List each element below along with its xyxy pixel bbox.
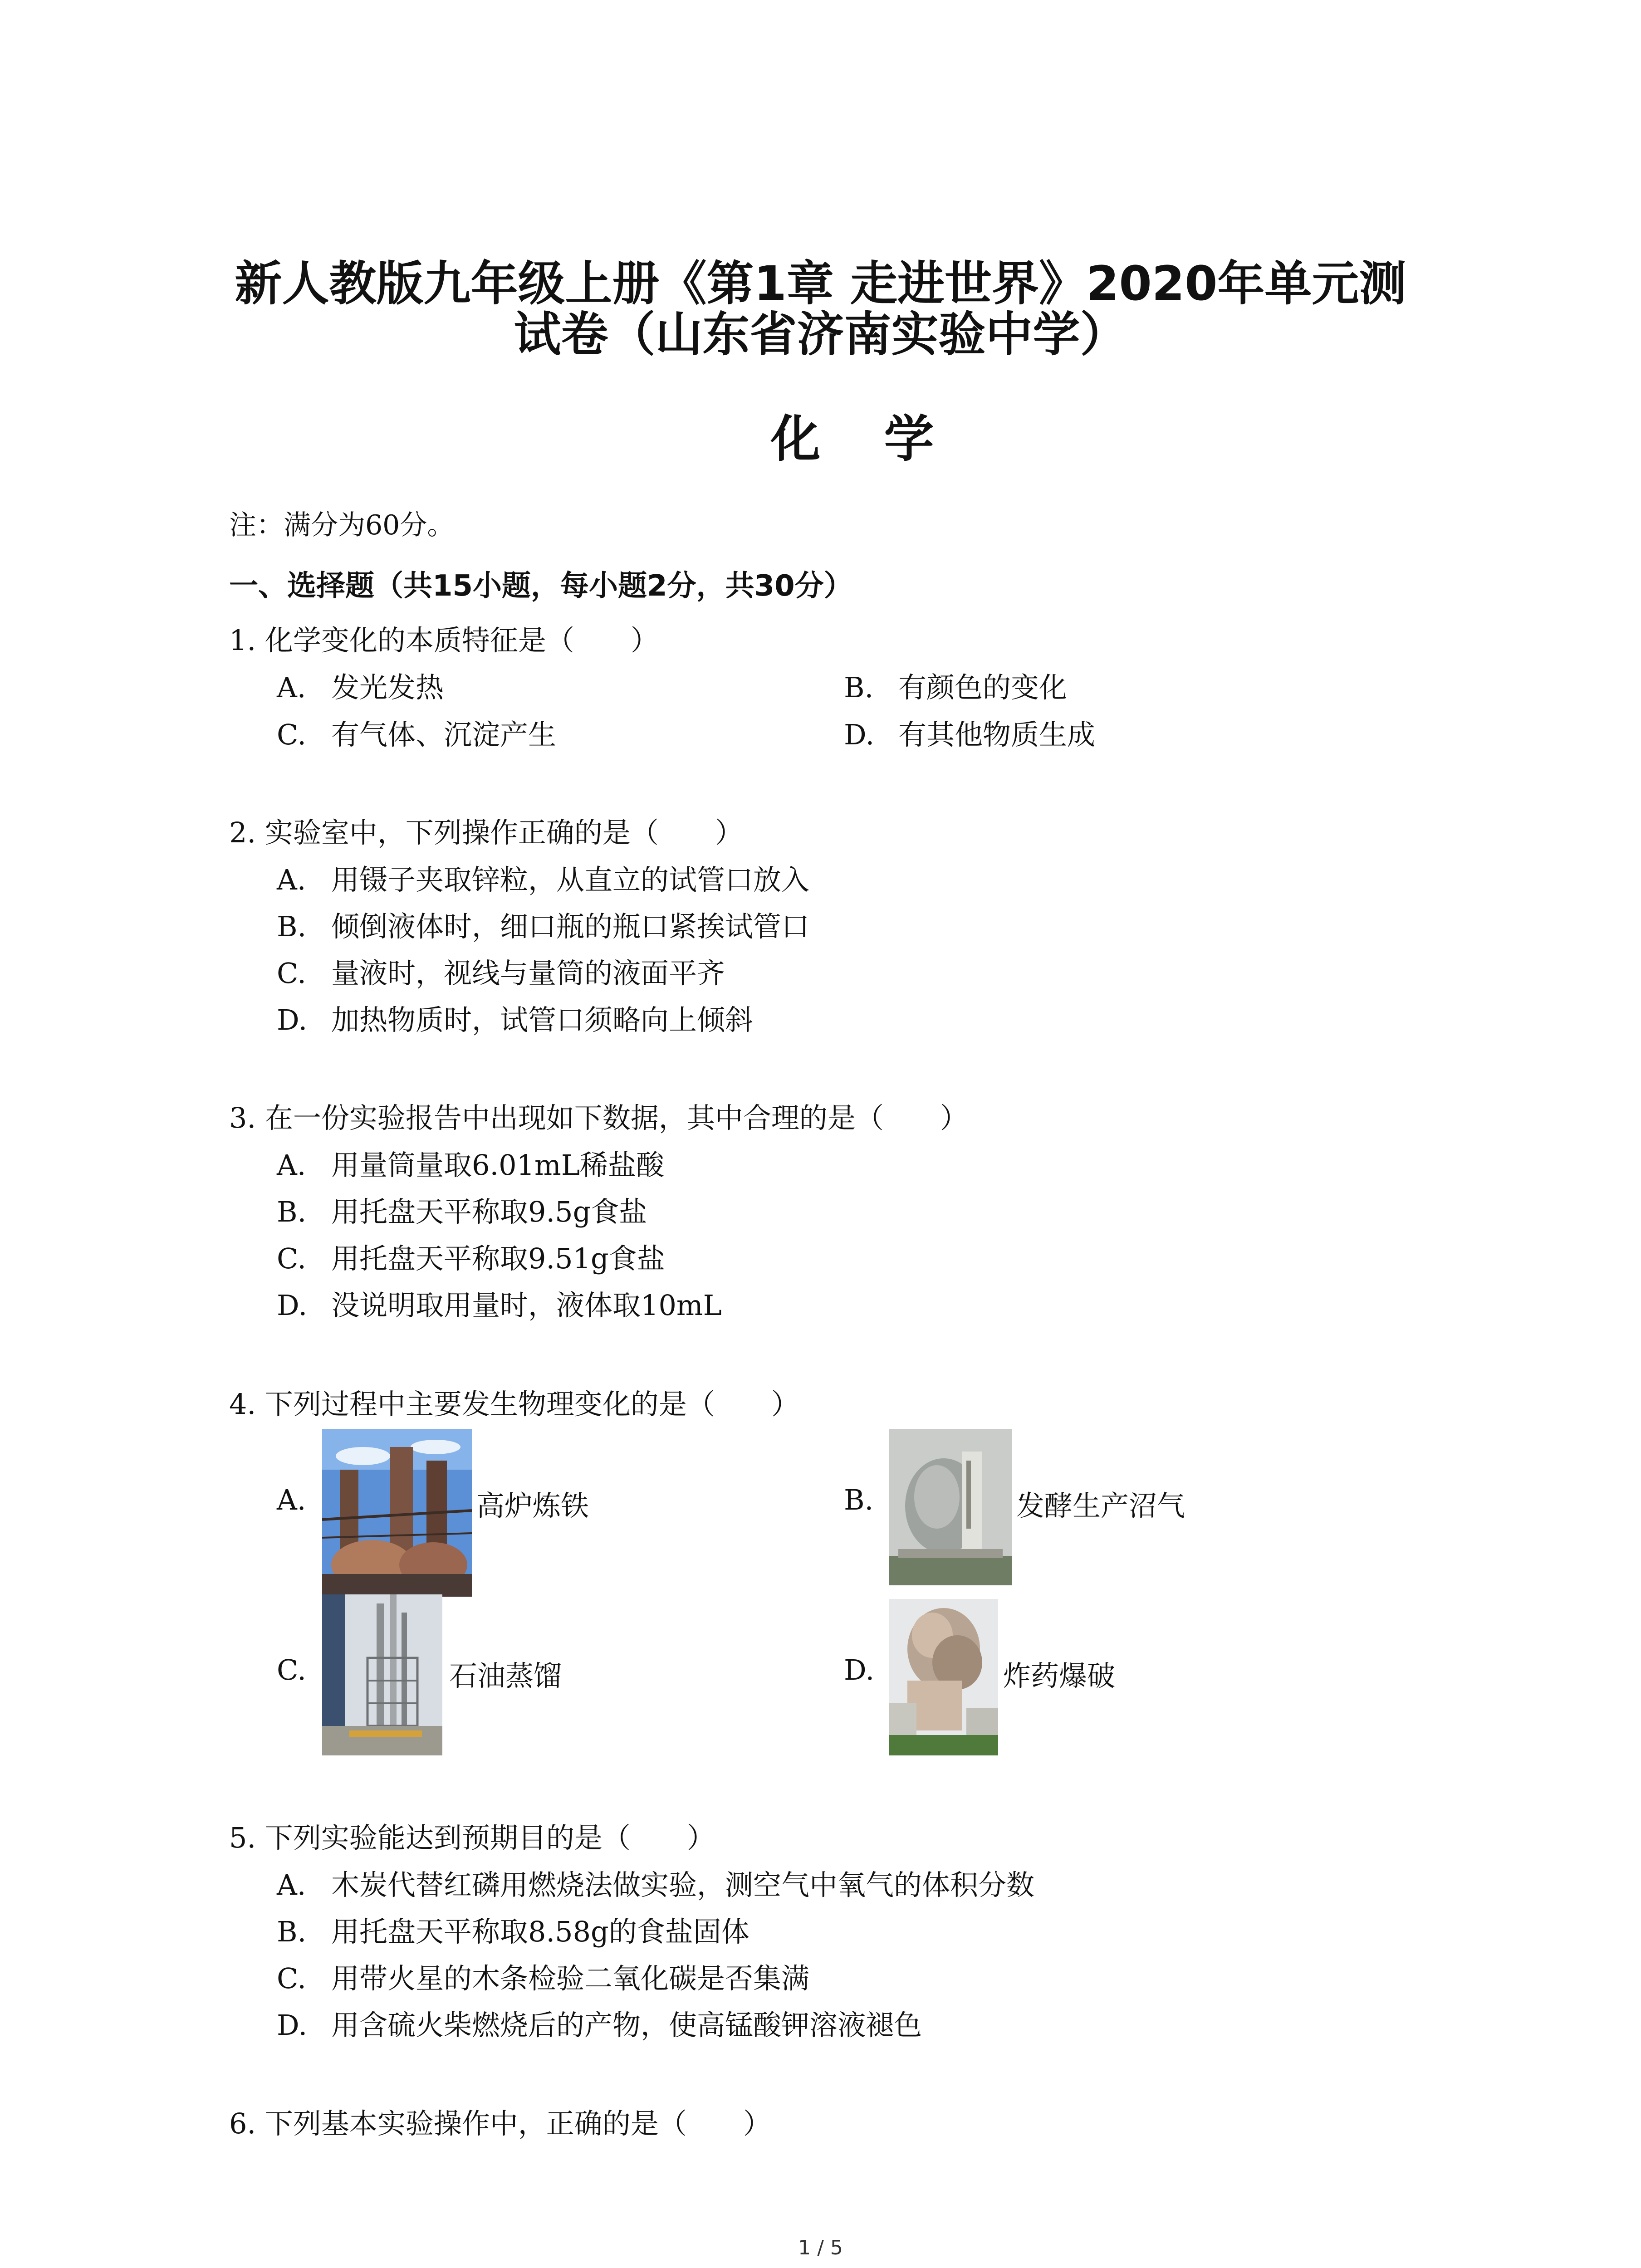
question-1-option-b <box>844 665 1067 705</box>
option-letter: D. <box>277 1003 308 1036</box>
blast-furnace-photo <box>322 1429 472 1597</box>
option-letter: B. <box>277 910 307 943</box>
option-letter: C. <box>277 957 306 990</box>
option-text: 石油蒸馏 <box>449 1659 562 1692</box>
question-2-option-d <box>277 997 753 1038</box>
option-text: 用托盘天平称取8.58g的食盐固体 <box>331 1915 749 1948</box>
question-3-option-d <box>277 1283 722 1323</box>
option-letter: A. <box>277 1483 306 1516</box>
question-3-stem: 3. 在一份实验报告中出现如下数据，其中合理的是（ ） <box>229 1101 968 1134</box>
option-letter: B. <box>844 671 874 704</box>
option-letter: D. <box>844 1653 875 1686</box>
option-text: 用量筒量取6.01mL稀盐酸 <box>331 1149 665 1182</box>
question-2-option-a <box>277 857 809 898</box>
option-letter: D. <box>277 2009 308 2042</box>
question-4-option-d <box>844 1594 1298 1758</box>
option-text: 用镊子夹取锌粒，从直立的试管口放入 <box>331 863 810 896</box>
option-letter: D. <box>277 1289 308 1322</box>
question-5-option-a <box>277 1862 1034 1903</box>
option-text: 发酵生产沼气 <box>1016 1489 1185 1522</box>
question-1-option-d <box>844 712 1095 753</box>
title-line-1: 新人教版九年级上册《第1章 走进世界》2020年单元测 <box>235 256 1406 311</box>
question-3-option-b <box>277 1189 647 1230</box>
question-2-option-c <box>277 951 725 991</box>
option-letter: A. <box>277 863 306 896</box>
title-line-2: 试卷（山东省济南实验中学） <box>514 307 1127 362</box>
question-4-option-b <box>844 1424 1298 1597</box>
subject-heading: 化学 <box>770 410 998 468</box>
question-2-option-b <box>277 904 809 944</box>
question-5-option-b <box>277 1909 749 1950</box>
option-text: 高炉炼铁 <box>476 1489 589 1522</box>
question-5-option-d <box>277 2003 922 2043</box>
question-1-option-c <box>277 712 556 753</box>
option-text: 木炭代替红磷用燃烧法做实验，测空气中氧气的体积分数 <box>331 1868 1035 1901</box>
option-letter: A. <box>277 1868 306 1901</box>
question-1-stem: 1. 化学变化的本质特征是（ ） <box>229 624 659 657</box>
question-5-option-c <box>277 1956 809 1996</box>
option-letter: C. <box>277 718 306 751</box>
option-text: 有颜色的变化 <box>898 671 1068 704</box>
question-1-option-a <box>277 665 444 705</box>
oil-refinery-photo <box>322 1594 442 1755</box>
option-letter: A. <box>277 671 306 704</box>
option-letter: C. <box>277 1242 306 1275</box>
fermentation-tank-photo <box>889 1429 1012 1585</box>
question-4-option-a <box>277 1424 730 1597</box>
option-text: 用托盘天平称取9.51g食盐 <box>331 1242 665 1275</box>
section-heading: 一、选择题（共15小题，每小题2分，共30分） <box>229 569 853 603</box>
question-6-stem: 6. 下列基本实验操作中，正确的是（ ） <box>229 2107 771 2140</box>
option-letter: A. <box>277 1149 306 1182</box>
option-letter: B. <box>277 1195 307 1228</box>
option-text: 有气体、沉淀产生 <box>331 718 557 751</box>
option-text: 加热物质时，试管口须略向上倾斜 <box>331 1003 754 1036</box>
option-letter: C. <box>277 1962 306 1995</box>
option-text: 用带火星的木条检验二氧化碳是否集满 <box>331 1962 810 1995</box>
option-text: 炸药爆破 <box>1003 1659 1116 1692</box>
option-text: 发光发热 <box>331 671 444 704</box>
option-letter: B. <box>277 1915 307 1948</box>
option-letter: D. <box>844 718 875 751</box>
option-text: 倾倒液体时，细口瓶的瓶口紧挨试管口 <box>331 910 810 943</box>
option-letter: C. <box>277 1653 306 1686</box>
question-3-option-c <box>277 1236 665 1276</box>
score-note: 注：满分为60分。 <box>229 509 455 541</box>
option-text: 有其他物质生成 <box>898 718 1096 751</box>
option-text: 量液时，视线与量筒的液面平齐 <box>331 957 725 990</box>
option-text: 用含硫火柴燃烧后的产物，使高锰酸钾溶液褪色 <box>331 2009 922 2042</box>
question-4-stem: 4. 下列过程中主要发生物理变化的是（ ） <box>229 1388 799 1421</box>
question-5-stem: 5. 下列实验能达到预期目的是（ ） <box>229 1821 715 1854</box>
option-letter: B. <box>844 1483 874 1516</box>
question-2-stem: 2. 实验室中，下列操作正确的是（ ） <box>229 816 743 849</box>
question-3-option-a <box>277 1143 664 1183</box>
page-number: 1 / 5 <box>798 2236 843 2259</box>
explosion-demolition-photo <box>889 1599 998 1755</box>
option-text: 没说明取用量时，液体取10mL <box>331 1289 722 1322</box>
option-text: 用托盘天平称取9.5g食盐 <box>331 1195 647 1228</box>
question-4-option-c <box>277 1594 730 1758</box>
